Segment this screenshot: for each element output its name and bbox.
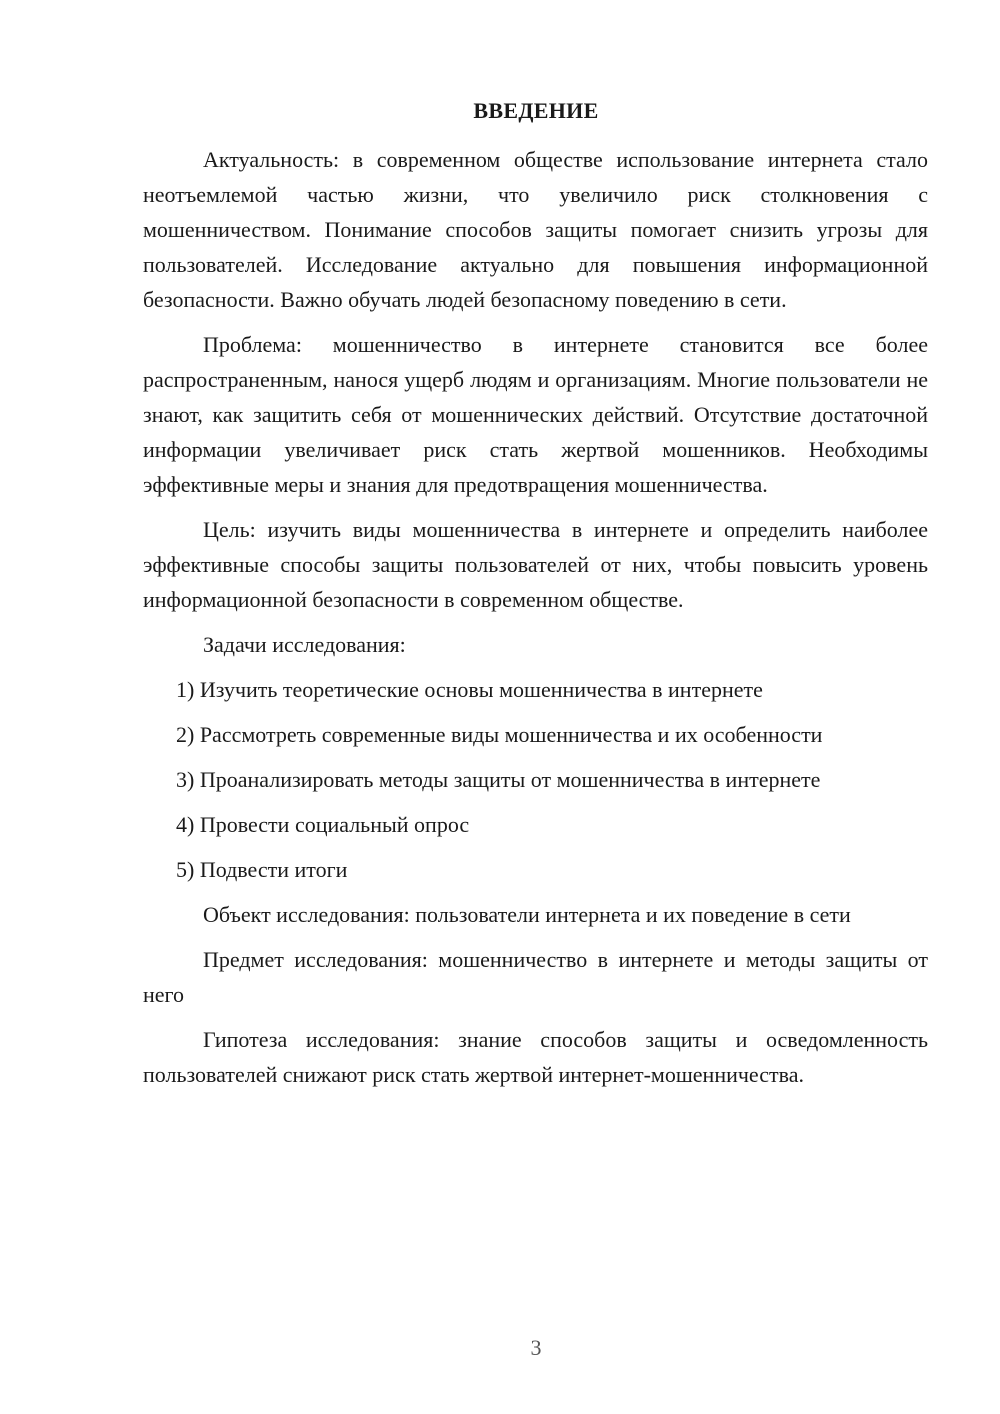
subject-paragraph: Предмет исследования: мошенничество в интернете и методы защиты от него (143, 947, 928, 1007)
hypothesis-paragraph: Гипотеза исследования: знание способов защиты и осведомленность пользователей снижают риск стать жертвой интернет-мошенничества. (143, 1027, 928, 1087)
page-number: 3 (530, 1335, 542, 1360)
task-item: 2) Рассмотреть современные виды мошенничества и их особенности (176, 722, 823, 747)
tasks-heading: Задачи исследования: (203, 632, 406, 657)
task-item: 1) Изучить теоретические основы мошенничества в интернете (176, 677, 763, 702)
page-title: ВВЕДЕНИЕ (473, 98, 599, 123)
relevance-paragraph: Актуальность: в современном обществе использование интернета стало неотъемлемой частью жизни, что увеличило риск столкновения с мошенничеством. Понимание способов защиты помогает снизить угрозы для пользователей. Исследование актуально для повышения информационной безопасности. Важно обучать людей безопасному поведению в сети. (143, 147, 928, 312)
document-body (143, 142, 928, 1102)
task-item: 3) Проанализировать методы защиты от мошенничества в интернете (176, 767, 821, 792)
problem-paragraph: Проблема: мошенничество в интернете становится все более распространенным, нанося ущерб людям и организациям. Многие пользователи не знают, как защитить себя от мошеннических действий. Отсутствие достаточной информации увеличивает риск стать жертвой мошенников. Необходимы эффективные меры и знания для предотвращения мошенничества. (143, 332, 928, 497)
goal-paragraph: Цель: изучить виды мошенничества в интернете и определить наиболее эффективные способы защиты пользователей от них, чтобы повысить уровень информационной безопасности в современном обществе. (143, 517, 928, 612)
tasks-list (143, 672, 928, 887)
task-item: 5) Подвести итоги (176, 857, 348, 882)
task-item: 4) Провести социальный опрос (176, 812, 470, 837)
object-paragraph: Объект исследования: пользователи интернета и их поведение в сети (203, 902, 851, 927)
